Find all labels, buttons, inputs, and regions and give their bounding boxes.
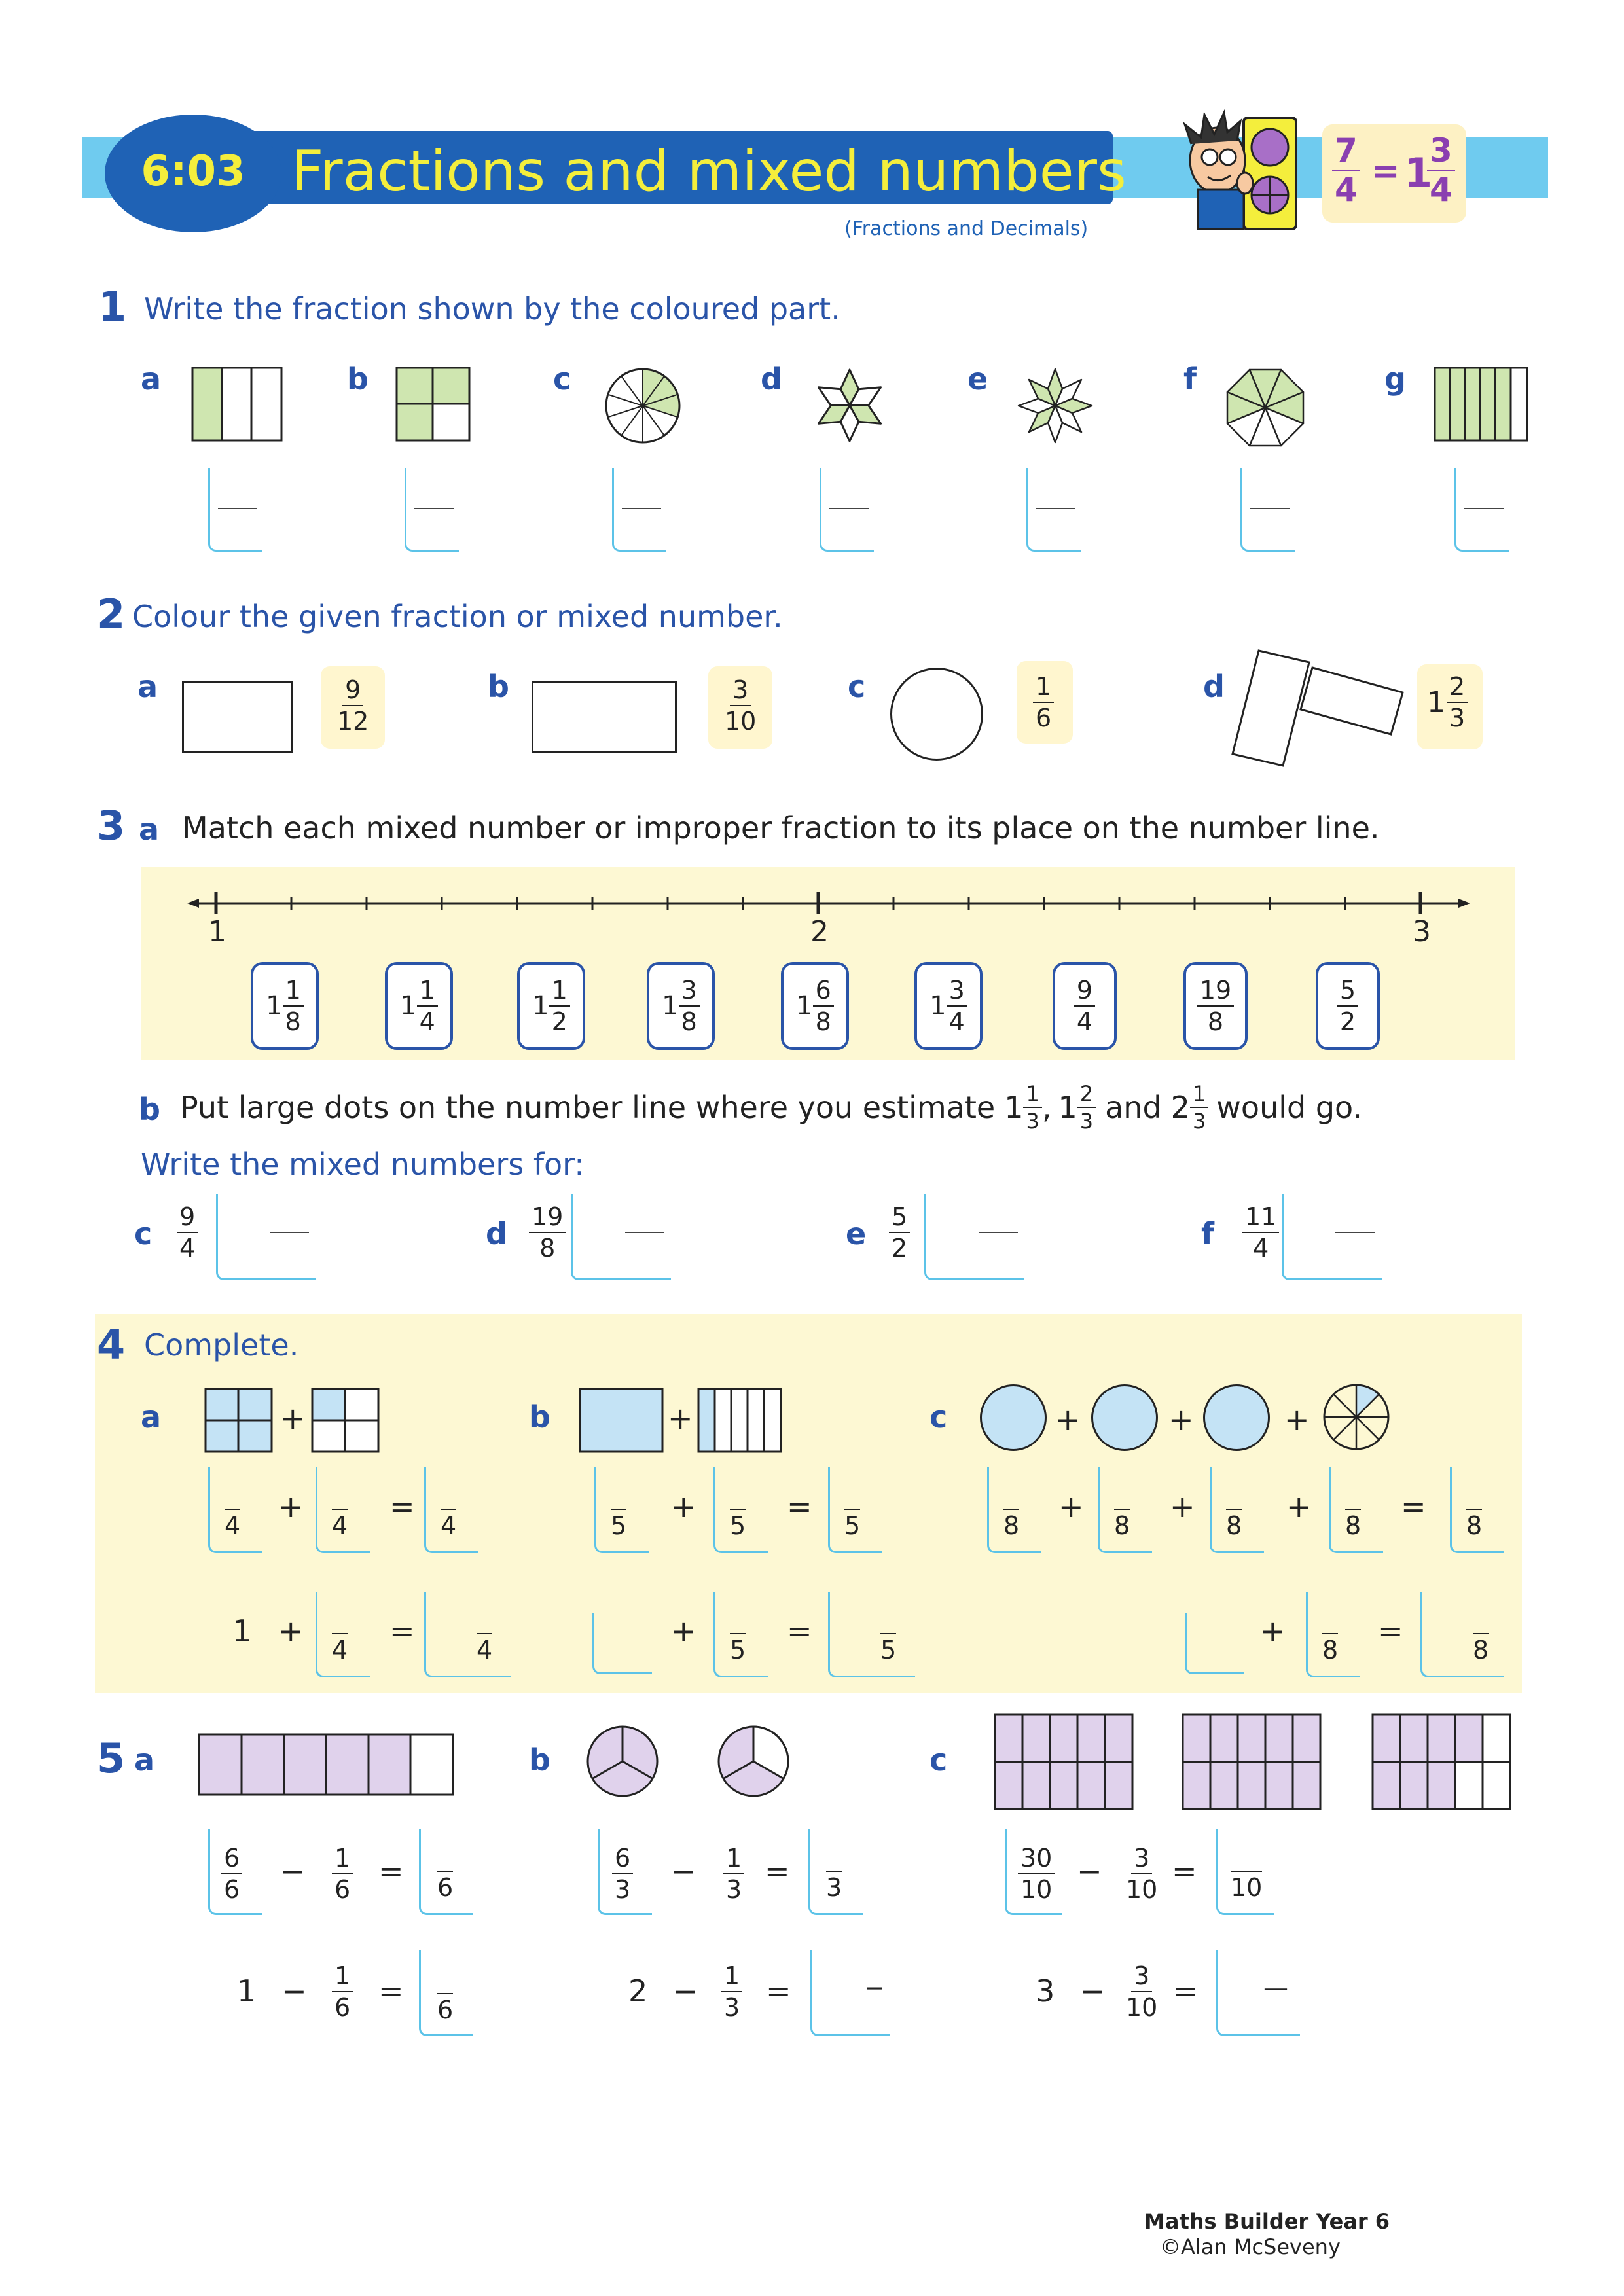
q4-label-a: a <box>141 1399 162 1435</box>
q3c-answer-bar <box>270 1232 309 1233</box>
footer-copyright: ©Alan McSeveny <box>1160 2234 1341 2259</box>
q4b-plus-1: + <box>671 1489 696 1524</box>
q4c-plus-4: + <box>1260 1613 1286 1649</box>
q4c-circle-1 <box>980 1384 1047 1451</box>
q5-label-a: a <box>134 1742 155 1778</box>
q5c-minus-1: − <box>1077 1854 1102 1889</box>
q3-tile-1-1-2[interactable]: 1 $\frac{1}{2}$ <box>517 962 585 1050</box>
q4c-circle-4 <box>1322 1383 1390 1451</box>
q5a-eq-2: = <box>378 1973 404 2009</box>
q3b-and: and <box>1105 1090 1162 1125</box>
q4c-shape-plus-2: + <box>1168 1402 1194 1437</box>
q4c-den-4: 8 <box>1345 1509 1361 1540</box>
q3c-answer-box[interactable] <box>216 1194 316 1280</box>
q4a-den-5: 4 <box>477 1633 492 1664</box>
q4b-eq-1: = <box>787 1489 812 1524</box>
q4a-plus-2: + <box>278 1613 304 1649</box>
q4c-den-2: 8 <box>1114 1509 1130 1540</box>
q1-instruction: Write the fraction shown by the coloured part. <box>144 291 840 327</box>
q4c-shape-plus-3: + <box>1284 1402 1310 1437</box>
q1f-answer-box[interactable] <box>1240 468 1295 552</box>
q5b-circle-1 <box>586 1725 659 1798</box>
q4b-den-1: 5 <box>611 1509 626 1540</box>
q3f-answer-bar <box>1335 1232 1375 1233</box>
q5b-fraction-2: $\frac{1}{3}$ <box>723 1846 744 1902</box>
q3b-m3-whole: 2 <box>1170 1090 1190 1125</box>
q4c-den-3: 8 <box>1226 1509 1242 1540</box>
q3c-fraction: $\frac{9}{4}$ <box>177 1204 198 1261</box>
q4a-eq-1: = <box>389 1489 415 1524</box>
q4a-den-3: 4 <box>441 1509 456 1540</box>
q1g-shape <box>1434 367 1528 442</box>
q4c-shape-plus-1: + <box>1055 1402 1081 1437</box>
q3-tile-5-2[interactable]: $\frac{5}{2}$ <box>1316 962 1380 1050</box>
q1g-answer-bar <box>1464 508 1504 509</box>
q1-label-f: f <box>1183 361 1197 397</box>
q4c-box-8[interactable] <box>1420 1592 1504 1677</box>
q5c-eq-1: = <box>1172 1854 1197 1889</box>
q5a-shape <box>198 1733 454 1796</box>
footer-book-title: Maths Builder Year 6 <box>1144 2209 1390 2234</box>
q1e-shape <box>1016 367 1094 445</box>
page-subtitle: (Fractions and Decimals) <box>844 217 1089 240</box>
q5b-minus-1: − <box>671 1854 696 1889</box>
q5a-minus-1: − <box>280 1854 306 1889</box>
q2-instruction: Colour the given fraction or mixed number. <box>132 599 783 634</box>
q2-number: 2 <box>97 590 126 638</box>
q3-tile-9-4[interactable]: $\frac{9}{4}$ <box>1053 962 1117 1050</box>
q3-number-line <box>190 887 1473 920</box>
q3b-text-1: Put large dots on the number line where you estimate <box>180 1090 996 1125</box>
q4b-den-5: 5 <box>880 1633 896 1664</box>
q2c-circle[interactable] <box>890 668 983 761</box>
q2-label-d: d <box>1203 669 1225 704</box>
q5c-result-bar: — <box>1263 1973 1288 2002</box>
q4-number: 4 <box>97 1321 126 1369</box>
q1c-answer-bar <box>622 508 661 509</box>
q1-label-g: g <box>1384 361 1406 397</box>
q5c-fraction-3: $\frac{3}{10}$ <box>1126 1962 1158 2022</box>
badge-whole: 1 <box>1404 149 1433 197</box>
q5b-minus-2: − <box>673 1973 698 2009</box>
q5a-fraction-1: $\frac{6}{6}$ <box>221 1846 242 1902</box>
q1f-shape <box>1223 365 1308 450</box>
q4c-plus-1: + <box>1058 1489 1084 1524</box>
q2-label-a: a <box>137 669 158 704</box>
q4a-shape-plus: + <box>280 1401 306 1436</box>
q3d-fraction: $\frac{19}{8}$ <box>529 1204 566 1261</box>
q5b-result-bar: − <box>864 1973 885 2002</box>
q3e-answer-bar <box>979 1232 1018 1233</box>
q5c-grid-1 <box>994 1713 1134 1810</box>
q1d-answer-bar <box>829 508 869 509</box>
q5c-result-den: 10 <box>1231 1871 1262 1902</box>
q3-tile-19-8[interactable]: $\frac{19}{8}$ <box>1183 962 1248 1050</box>
page-title: Fractions and mixed numbers <box>291 139 1127 204</box>
q4c-plus-2: + <box>1170 1489 1195 1524</box>
q2-label-c: c <box>848 669 866 704</box>
badge-fraction-part: $\frac{3}{4}$ <box>1427 134 1455 206</box>
q3-write-instruction: Write the mixed numbers for: <box>141 1147 585 1182</box>
q4-label-c: c <box>929 1399 948 1435</box>
q2a-rectangle[interactable] <box>182 681 293 753</box>
q1-label-e: e <box>967 361 988 397</box>
q5b-circle-2 <box>717 1725 790 1798</box>
q3-number: 3 <box>97 802 126 850</box>
q1c-answer-box[interactable] <box>612 468 666 552</box>
q4c-eq-1: = <box>1401 1489 1426 1524</box>
q5-label-c: c <box>929 1742 948 1778</box>
q4-instruction: Complete. <box>144 1327 299 1363</box>
q3-tick-label-1: 1 <box>208 915 226 948</box>
q3f-fraction: $\frac{11}{4}$ <box>1242 1204 1279 1261</box>
q4c-plus-3: + <box>1286 1489 1312 1524</box>
q5a-eq-1: = <box>378 1854 404 1889</box>
q3-tile-1-6-8[interactable]: 1 $\frac{6}{8}$ <box>781 962 849 1050</box>
q4c-box-6[interactable] <box>1185 1613 1244 1674</box>
q5b-eq-2: = <box>766 1973 791 2009</box>
q3a-instruction: Match each mixed number or improper fraction to its place on the number line. <box>182 810 1380 846</box>
q2d-mixed-number: 1 $\frac{2}{3}$ <box>1427 674 1468 730</box>
q4c-den-5: 8 <box>1466 1509 1482 1540</box>
q5a-fraction-3: $\frac{1}{6}$ <box>332 1964 353 2020</box>
mascot-illustration <box>1172 111 1303 236</box>
q3b-instruction: Put large dots on the number line where you estimate 1 $\frac{1}{3}$ , 1 $\frac{2}{3}$ and 2 $\frac{1}{3}$ would go. <box>180 1081 1362 1134</box>
q4c-den-1: 8 <box>1003 1509 1019 1540</box>
q1b-shape <box>395 367 471 442</box>
q4a-den-1: 4 <box>225 1509 240 1540</box>
q4b-plus-2: + <box>671 1613 696 1649</box>
q1g-answer-box[interactable] <box>1454 468 1509 552</box>
q3d-answer-bar <box>625 1232 664 1233</box>
q1-label-d: d <box>761 361 782 397</box>
q4b-shape-2 <box>697 1388 782 1453</box>
q2d-whole: 1 <box>1427 685 1445 719</box>
q4b-den-2: 5 <box>730 1509 746 1540</box>
q2d-shapes[interactable] <box>1234 648 1404 766</box>
q4b-shape-1 <box>579 1388 664 1453</box>
q3e-answer-box[interactable] <box>924 1194 1024 1280</box>
q1d-answer-box[interactable] <box>820 468 874 552</box>
q4b-box-6[interactable] <box>828 1592 915 1677</box>
q2c-fraction: $\frac{1}{6}$ <box>1033 674 1054 730</box>
q1e-answer-box[interactable] <box>1026 468 1081 552</box>
q4b-shape-plus: + <box>668 1401 693 1436</box>
q3f-label: f <box>1201 1216 1215 1251</box>
q4b-eq-2: = <box>787 1613 812 1649</box>
q4b-den-3: 5 <box>844 1509 860 1540</box>
q5c-fraction-2: $\frac{3}{10}$ <box>1126 1844 1158 1904</box>
q5-number: 5 <box>97 1734 126 1782</box>
q2b-fraction: $\frac{3}{10}$ <box>725 675 757 736</box>
q3-tick-label-3: 3 <box>1413 915 1431 948</box>
q5b-result-den: 3 <box>826 1871 842 1902</box>
q1c-shape <box>604 367 682 445</box>
q4a-shape-2 <box>311 1388 380 1453</box>
q3d-label: d <box>486 1216 507 1251</box>
q1f-answer-bar <box>1250 508 1290 509</box>
q4b-den-4: 5 <box>730 1633 746 1664</box>
q1b-answer-box[interactable] <box>405 468 459 552</box>
q3e-fraction: $\frac{5}{2}$ <box>889 1204 910 1261</box>
q3-tile-1-3-4[interactable]: 1 $\frac{3}{4}$ <box>914 962 983 1050</box>
q4a-den-2: 4 <box>332 1509 348 1540</box>
q5-label-b: b <box>529 1742 550 1778</box>
q1a-answer-box[interactable] <box>208 468 262 552</box>
q5b-fraction-1: $\frac{6}{3}$ <box>612 1846 633 1902</box>
q4c-circle-3 <box>1203 1384 1270 1451</box>
q4a-eq-2: = <box>389 1613 415 1649</box>
q5c-eq-2: = <box>1173 1973 1199 2009</box>
q1d-shape <box>810 368 889 443</box>
q3b-text-2: would go. <box>1216 1090 1362 1125</box>
section-code: 6:03 <box>141 147 245 196</box>
q3b-m2-whole: 1 <box>1058 1090 1077 1125</box>
q5b-whole: 2 <box>628 1973 648 2009</box>
q3-tile-1-3-8[interactable]: 1 $\frac{3}{8}$ <box>647 962 715 1050</box>
q4a-one: 1 <box>232 1613 252 1649</box>
q4-label-b: b <box>529 1399 550 1435</box>
q1-label-c: c <box>553 361 571 397</box>
q5b-eq-1: = <box>765 1854 790 1889</box>
badge-equals: = <box>1371 152 1400 191</box>
q3b-sep: , <box>1041 1090 1052 1125</box>
q3d-answer-box[interactable] <box>571 1194 671 1280</box>
q5c-minus-2: − <box>1080 1973 1106 2009</box>
q5a-whole: 1 <box>237 1973 257 2009</box>
q3-tile-1-1-4[interactable]: 1 $\frac{1}{4}$ <box>385 962 453 1050</box>
q4a-box-5[interactable] <box>424 1592 511 1677</box>
q5c-grid-2 <box>1182 1713 1322 1810</box>
q4c-circle-2 <box>1091 1384 1158 1451</box>
q5c-grid-3 <box>1371 1713 1511 1810</box>
q1-number: 1 <box>98 283 127 331</box>
q4a-shape-1 <box>204 1388 273 1453</box>
q1a-shape <box>191 367 283 442</box>
q4c-den-6: 8 <box>1322 1633 1338 1664</box>
q4c-eq-2: = <box>1378 1613 1403 1649</box>
q3-tile-1-1-8[interactable]: 1 $\frac{1}{8}$ <box>251 962 319 1050</box>
q1-label-b: b <box>347 361 369 397</box>
q2a-fraction: $\frac{9}{12}$ <box>337 675 369 736</box>
q2-label-b: b <box>488 669 509 704</box>
badge-fraction: $\frac{7}{4}$ <box>1332 134 1360 206</box>
q3c-label: c <box>134 1216 153 1251</box>
q5c-whole: 3 <box>1036 1973 1055 2009</box>
q5b-fraction-3: $\frac{1}{3}$ <box>721 1964 742 2020</box>
q3a-label: a <box>139 812 160 847</box>
q3f-answer-box[interactable] <box>1282 1194 1382 1280</box>
q4b-box-4[interactable] <box>592 1613 652 1674</box>
q3b-m1-whole: 1 <box>1004 1090 1024 1125</box>
q4c-den-7: 8 <box>1473 1633 1489 1664</box>
q5c-fraction-1: $\frac{30}{10}$ <box>1018 1846 1055 1902</box>
q3-tick-label-2: 2 <box>810 915 829 948</box>
q1a-answer-bar <box>218 508 257 509</box>
q2b-rectangle[interactable] <box>532 681 677 753</box>
q4a-plus-1: + <box>278 1489 304 1524</box>
q3b-label: b <box>139 1092 160 1127</box>
q5a-fraction-2: $\frac{1}{6}$ <box>332 1846 353 1902</box>
q1b-answer-bar <box>414 508 454 509</box>
q4a-den-4: 4 <box>332 1633 348 1664</box>
q5a-result-den: 6 <box>437 1871 453 1902</box>
q5a-result-den-2: 6 <box>437 1993 453 2024</box>
q3e-label: e <box>846 1216 867 1251</box>
q5a-minus-2: − <box>281 1973 307 2009</box>
q1-label-a: a <box>141 361 162 397</box>
q1e-answer-bar <box>1036 508 1075 509</box>
